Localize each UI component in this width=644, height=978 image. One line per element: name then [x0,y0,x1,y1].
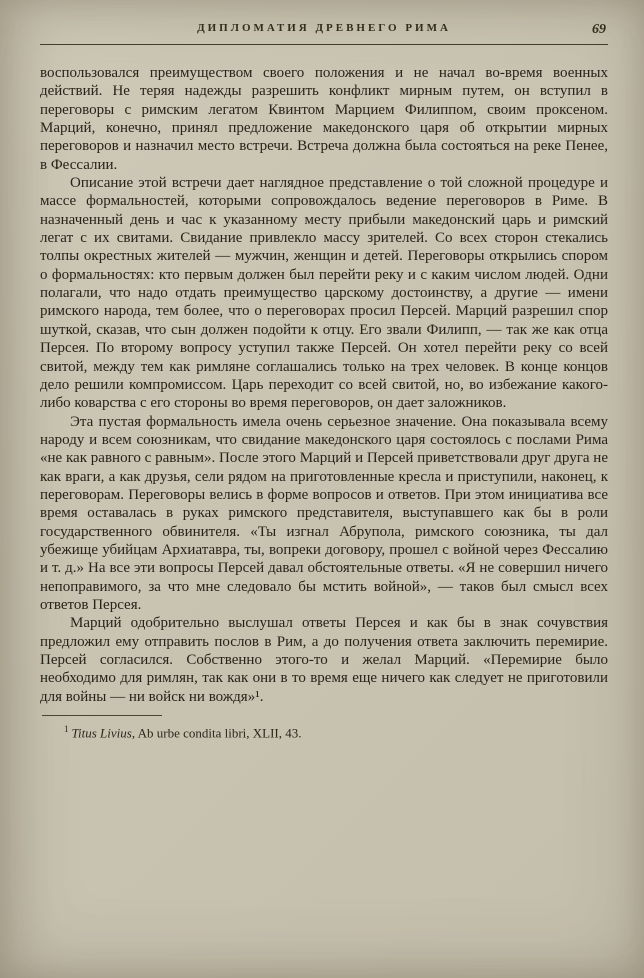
footnote-author: Titus Livius [71,725,132,741]
paragraph-4: Марций одобрительно выслушал ответы Персея и как бы в знак сочувствия предложил ему отправить послов в Рим, а до получения ответа заключить перемирие. Персей согласился. Собственно этого-то и желал Марций. «Перемирие было необходимо для римлян, так как они в то время еще ничего как следует не приготовили для войны — ни войск ни вождя»¹. [40,615,608,705]
page-number: 69 [592,22,606,37]
body-text [40,64,608,706]
paragraph-3: Эта пустая формальность имела очень серьезное значение. Она показывала всему народу и всем союзникам, что свидание македонского царя состоялось с послами Рима «не как равного с равным». После этого Марций и Персей приветствовали друг друга не как враги, а как друзья, сели рядом на приготовленные кресла и приступили, наконец, к переговорам. Переговоры велись в форме вопросов и ответов. При этом инициатива все время оставалась в руках римского представителя, выступавшего как бы в роли государственного обвинителя. «Ты изгнал Абрупола, римского союзника, ты дал убежище убийцам Архиатавра, ты, вопреки договору, прошел с войной через Фессалию и т. д.» На все эти вопросы Персей давал обстоятельные ответы. «Я не совершил ничего непоправимого, за что мне следовало бы мстить войной», — таков был смысл всех ответов Персея. [40,413,608,613]
footnote-rule [42,715,162,716]
header-rule [40,44,608,45]
footnote [40,721,608,741]
running-title: ДИПЛОМАТИЯ ДРЕВНЕГО РИМА [197,22,451,34]
footnote-text: , Ab urbe condita libri, XLII, 43. [131,725,302,741]
paragraph-2: Описание этой встречи дает наглядное представление о той сложной процедуре и массе формальностей, которыми сопровождалось ведение переговоров в Риме. В назначенный день и час к указанному месту прибыли македонский царь и римский легат с их свитами. Свидание привлекло массу зрителей. Со всех сторон стекались толпы окрестных жителей — мужчин, женщин и детей. Переговоры открылись спором о формальностях: кто первым должен был перейти реку и с каким числом людей. Одни полагали, что надо отдать преимущество царскому достоинству, а другие — имени римского народа, тем более, что о переговорах просил Персей. Марций разрешил спор шуткой, сказав, что сын должен подойти к отцу. Его звали Филипп, — так же как отца Персея. По второму вопросу уступил также Персей. Он хотел перейти реку со всей свитой, между тем как римляне соглашались только на трех человек. В конце концов дело решили компромиссом. Царь переходит со всей свитой, но, во избежание какого-либо коварства с его стороны во время переговоров, он дает заложников. [40,175,608,412]
footnote-marker: 1 [64,724,69,735]
page-header [40,22,608,40]
paragraph-1: воспользовался преимуществом своего положения и не начал во-время военных действий. Не теряя надежды разрешить конфликт мирным путем, он вступил в переговоры с римским легатом Квинтом Марцием Филиппом, своим проксеном. Марций, конечно, принял предложение македонского царя об открытии мирных переговоров и назначил место встречи. Встреча должна была состояться на реке Пенее, в Фессалии. [40,65,608,173]
